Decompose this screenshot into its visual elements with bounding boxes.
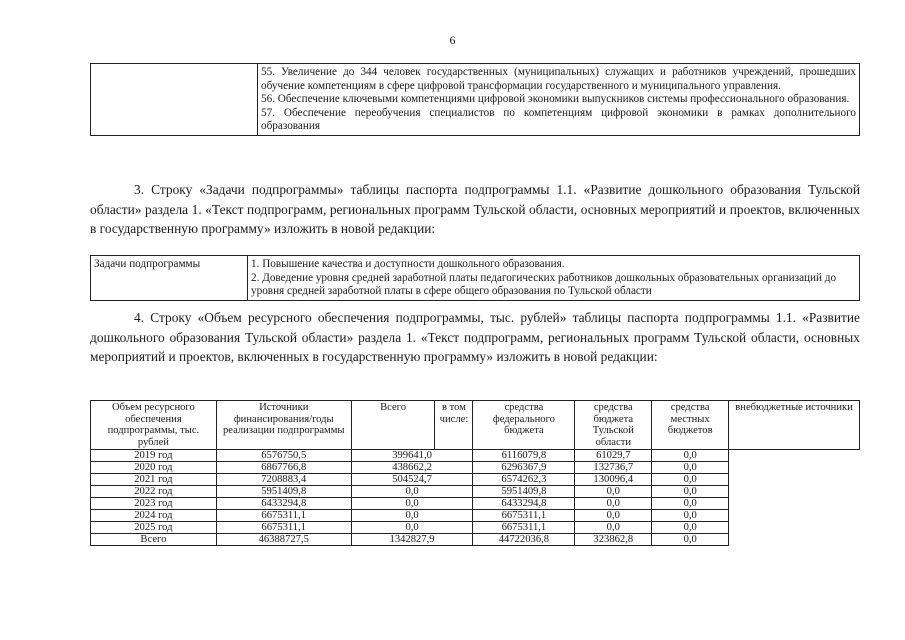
year-cell: 2024 год [91,510,217,522]
extra-cell: 0,0 [652,486,729,498]
year-cell: 2021 год [91,474,217,486]
table-row-total [91,534,860,546]
targets-items-cell [258,64,860,136]
local-cell: 0,0 [575,486,652,498]
regional-cell: 44722036,8 [473,534,575,546]
header-federal: средства федерального бюджета [473,401,575,450]
header-sources: Источники финансирования/годы реализации подпрограммы [216,401,351,450]
paragraph-4: 4. Строку «Объем ресурсного обеспечения подпрограммы, тыс. рублей» таблицы паспорта подпрограммы 1.1. «Развитие дошкольного образования Тульской области» раздела 1. «Текст подпрограмм, региональных программ Тульской области, основных мероприятий и проектов, включенных в государственную программу» изложить в новой редакции: [90,310,860,364]
year-cell: 2022 год [91,486,217,498]
local-cell: 323862,8 [575,534,652,546]
federal-cell: 0,0 [351,510,473,522]
regional-cell: 6574262,3 [473,474,575,486]
table-row [91,450,860,462]
year-cell: 2023 год [91,498,217,510]
extra-cell: 0,0 [652,498,729,510]
federal-cell: 438662,2 [351,462,473,474]
table-row [91,510,860,522]
total-cell: 6433294,8 [216,498,351,510]
funding-table [90,400,860,546]
paragraph-3: 3. Строку «Задачи подпрограммы» таблицы паспорта подпрограммы 1.1. «Развитие дошкольного образования Тульской области» раздела 1. «Текст подпрограмм, региональных программ Тульской области, основных мероприятий и проектов, включенных в государственную программу» изложить в новой редакции: [90,182,860,236]
federal-cell: 0,0 [351,498,473,510]
table-row [91,498,860,510]
extra-cell: 0,0 [652,450,729,462]
targets-label-cell [91,64,258,136]
year-cell: 2020 год [91,462,217,474]
target-item: 56. Обеспечение ключевыми компетенциями цифровой экономики выпускников системы профессионального образования. [261,93,850,106]
regional-cell: 6116079,8 [473,450,575,462]
total-cell: 6675311,1 [216,510,351,522]
target-item: 57. Обеспечение переобучения специалистов по компетенциям цифровой экономики в рамках дополнительного образования [261,106,856,133]
extra-cell: 0,0 [652,462,729,474]
year-cell: 2025 год [91,522,217,534]
total-cell: 6675311,1 [216,522,351,534]
local-cell: 130096,4 [575,474,652,486]
header-including: в том числе: [435,401,473,450]
regional-cell: 5951409,8 [473,486,575,498]
task-item: 2. Доведение уровня средней заработной платы педагогических работников дошкольных образовательных организаций до уровня средней заработной платы в сфере общего образования по Тульской области [251,271,837,298]
local-cell: 132736,7 [575,462,652,474]
funding-row-label: Объем ресурсного обеспечения подпрограммы, тыс. рублей [91,401,217,450]
tasks-table [90,255,860,301]
total-cell: 6867766,8 [216,462,351,474]
regional-cell: 6433294,8 [473,498,575,510]
total-cell: 5951409,8 [216,486,351,498]
federal-cell: 0,0 [351,522,473,534]
regional-cell: 6675311,1 [473,510,575,522]
local-cell: 61029,7 [575,450,652,462]
total-cell: 46388727,5 [216,534,351,546]
local-cell: 0,0 [575,510,652,522]
year-cell: 2019 год [91,450,217,462]
header-extrabudgetary: внебюджетные источники [729,401,860,450]
year-cell: Всего [91,534,217,546]
federal-cell: 0,0 [351,486,473,498]
extra-cell: 0,0 [652,522,729,534]
federal-cell: 1342827,9 [351,534,473,546]
total-cell: 7208883,4 [216,474,351,486]
table-row [91,474,860,486]
header-total: Всего [351,401,435,450]
tasks-items-cell [248,256,860,301]
page-number: 6 [449,33,456,47]
extra-cell: 0,0 [652,474,729,486]
total-cell: 6576750,5 [216,450,351,462]
local-cell: 0,0 [575,498,652,510]
targets-table [90,63,860,136]
header-local: средства местных бюджетов [652,401,729,450]
regional-cell: 6675311,1 [473,522,575,534]
local-cell: 0,0 [575,522,652,534]
extra-cell: 0,0 [652,534,729,546]
federal-cell: 399641,0 [351,450,473,462]
task-item: 1. Повышение качества и доступности дошкольного образования. [251,258,565,270]
extra-cell: 0,0 [652,510,729,522]
regional-cell: 6296367,9 [473,462,575,474]
tasks-label: Задачи подпрограммы [91,256,248,301]
federal-cell: 504524,7 [351,474,473,486]
table-row [91,522,860,534]
table-row [91,462,860,474]
target-item: 55. Увеличение до 344 человек государственных (муниципальных) служащих и работников учреждений, прошедших обучение компетенциям в сфере цифровой трансформации государственного и муниципального управления. [261,66,856,92]
header-regional: средства бюджета Тульской области [575,401,652,450]
table-row [91,486,860,498]
